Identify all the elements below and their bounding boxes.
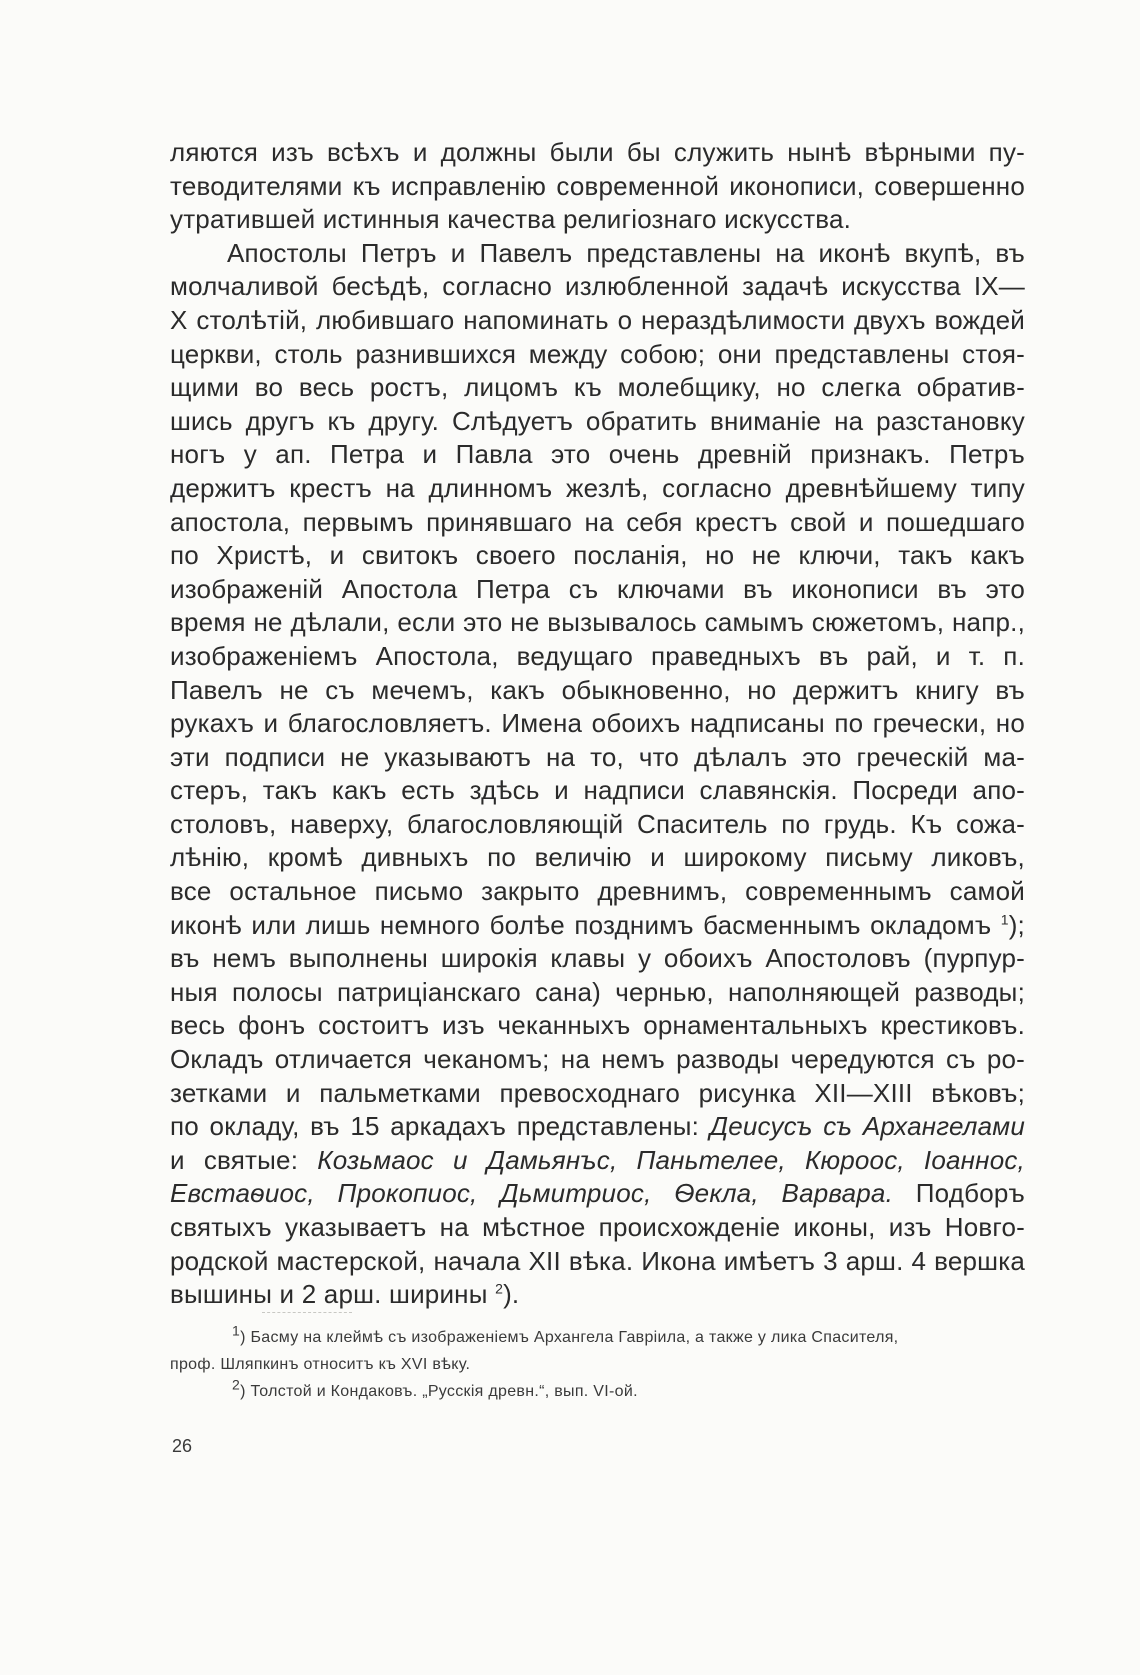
paragraph-line: родской мастерской, начала XII вѣка. Икона имѣетъ 3 арш. 4 вершка — [170, 1245, 1025, 1276]
footnotes — [170, 1324, 1025, 1405]
paragraph-line: церкви, столь разнившихся между собою; они представлены стоя- — [170, 338, 1025, 369]
paragraph-line: въ немъ выполнены широкія клавы у обоихъ Апостоловъ (пурпур- — [170, 943, 1025, 974]
paragraph-line: стеръ, такъ какъ есть здѣсь и надписи славянскія. Посреди апо- — [170, 775, 1025, 806]
line-tail: ); — [1008, 909, 1025, 940]
paragraph-line-mixed — [170, 1110, 1025, 1144]
line-tail: ). — [503, 1279, 520, 1310]
paragraph-line: все остальное письмо закрыто древнимъ, современнымъ самой — [170, 876, 1025, 907]
paragraph-line: весь фонъ состоитъ изъ чеканныхъ орнаментальныхъ крестиковъ. — [170, 1010, 1025, 1041]
paragraph-line: Апостолы Петръ и Павелъ представлены на иконѣ вкупѣ, въ — [227, 237, 1025, 268]
paragraph-line: изображеній Апостола Петра съ ключами въ иконописи въ это — [170, 573, 1025, 604]
paragraph-line: лѣнію, кромѣ дивныхъ по величію и широкому письму ликовъ, — [170, 842, 1025, 873]
italic-title: Деисусъ съ Архангелами — [709, 1111, 1025, 1142]
line-text: и святые: — [170, 1144, 299, 1175]
footnote-ref[interactable]: 2 — [495, 1280, 504, 1297]
footnote-marker: 2 — [232, 1376, 241, 1393]
paragraph-line-mixed — [170, 1177, 1025, 1211]
footnote-text: ) Басму на клеймѣ съ изображеніемъ Архангела Гавріила, а также у лика Спасителя, — [240, 1329, 899, 1346]
paragraph-line: по Христѣ, и свитокъ своего посланія, но не ключи, такъ какъ — [170, 540, 1025, 571]
paragraph-line-with-footnote — [170, 1278, 1025, 1312]
footnote-1-continuation: проф. Шляпкинъ относитъ къ XVI вѣку. — [170, 1356, 471, 1373]
paragraph-line: ляются изъ всѣхъ и должны были бы служить нынѣ вѣрными пу- — [170, 137, 1025, 167]
line-text: вышины и 2 арш. ширины — [170, 1279, 488, 1310]
paragraph-line-with-footnote — [170, 909, 1025, 943]
italic-saints: Козьмаос и Дамьянъс, Паньтелее, Кюроос, Іоаннос, — [317, 1144, 1025, 1175]
paragraph-line: Павелъ не съ мечемъ, какъ обыкновенно, но держитъ книгу въ — [170, 674, 1025, 705]
paragraph-line: апостола, первымъ принявшаго на себя крестъ свой и пошедшаго — [170, 506, 1025, 537]
paragraph-line: теводителями къ исправленію современной иконописи, совершенно — [170, 170, 1025, 201]
paragraph-line: утратившей истинныя качества религіознаго искусства. — [170, 204, 852, 235]
paragraph-line: Окладъ отличается чеканомъ; на немъ разводы чередуются съ ро- — [170, 1044, 1025, 1075]
paragraph-line: ногъ у ап. Петра и Павла это очень древній признакъ. Петръ — [170, 439, 1025, 470]
paragraph-line: изображеніемъ Апостола, ведущаго праведныхъ въ рай, и т. п. — [170, 640, 1025, 671]
paragraph-line-mixed — [170, 1144, 1025, 1178]
footnote-text: ) Толстой и Кондаковъ. „Русскія древн.“, вып. VI-ой. — [240, 1383, 638, 1400]
body-text — [170, 136, 1025, 1312]
paragraph-line: эти подписи не указываютъ на то, что дѣлалъ это греческій ма- — [170, 741, 1025, 772]
line-text: Подборъ — [915, 1178, 1025, 1209]
paragraph-line: X столѣтій, любившаго напоминать о нераздѣлимости двухъ вождей — [170, 304, 1025, 335]
paragraph-line: рукахъ и благословляетъ. Имена обоихъ надписаны по гречески, но — [170, 708, 1025, 739]
paragraph-line: время не дѣлали, если это не вызывалось самымъ сюжетомъ, напр., — [170, 607, 1025, 638]
footnote-separator — [262, 1312, 352, 1313]
paragraph-line: зетками и пальметками превосходнаго рисунка XII—XIII вѣковъ; — [170, 1077, 1025, 1108]
page-number: 26 — [172, 1436, 193, 1456]
footnote-ref[interactable]: 1 — [1000, 911, 1009, 927]
paragraph-line: шись другъ къ другу. Слѣдуетъ обратить вниманіе на разстановку — [170, 405, 1025, 436]
line-text: иконѣ или лишь немного болѣе позднимъ басменнымъ окладомъ — [170, 909, 992, 940]
paragraph-line: ныя полосы патриціанскаго сана) чернью, наполняющей разводы; — [170, 976, 1025, 1007]
italic-saints: Евстаѳиос, Прокопиос, Дьмитриос, Ѳекла, Варвара. — [170, 1178, 893, 1209]
line-text: по окладу, въ 15 аркадахъ представлены: — [170, 1111, 700, 1142]
paragraph-line: щими во весь ростъ, лицомъ къ молебщику, но слегка обратив- — [170, 372, 1025, 403]
footnote-2-line — [170, 1378, 1025, 1405]
footnote-1-line — [170, 1324, 1025, 1351]
footnote-marker: 1 — [232, 1322, 241, 1339]
paragraph-line: держитъ крестъ на длинномъ жезлѣ, согласно древнѣйшему типу — [170, 472, 1025, 503]
paragraph-line: столовъ, наверху, благословляющій Спаситель по грудь. Къ сожа- — [170, 808, 1025, 839]
paragraph-line: святыхъ указываетъ на мѣстное происхожденіе иконы, изъ Новго- — [170, 1212, 1025, 1242]
paragraph-line: молчаливой бесѣдѣ, согласно излюбленной задачѣ искусства IX— — [170, 271, 1025, 302]
